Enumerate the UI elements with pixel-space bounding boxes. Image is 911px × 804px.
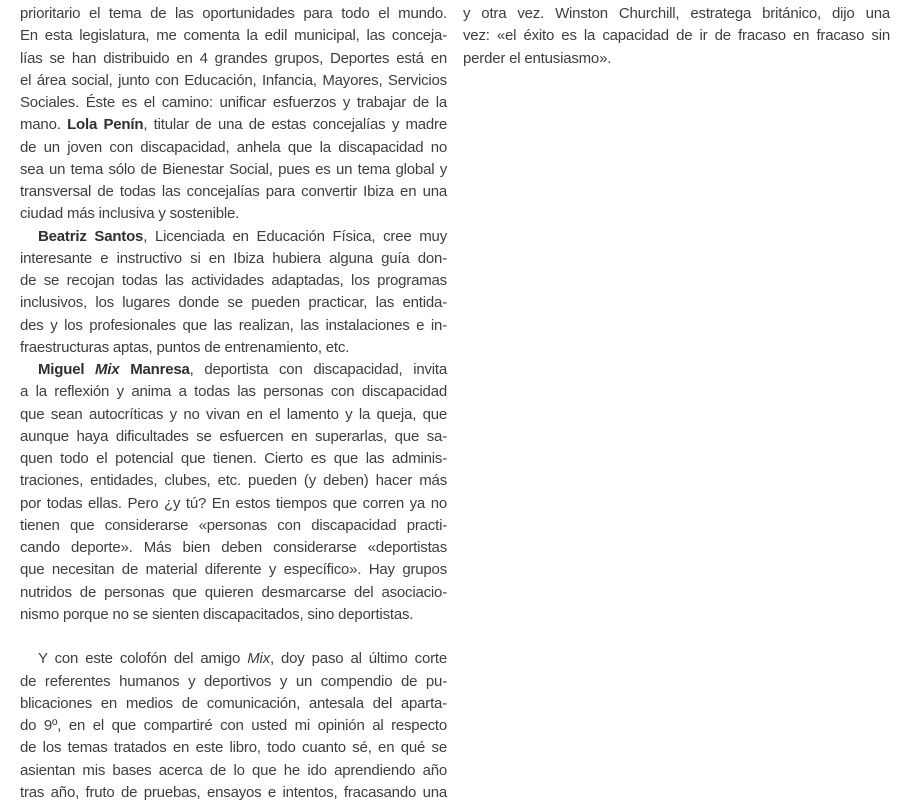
text-line [20,70,447,92]
text-segment: prioritario el tema de las oportunidades para todo el mundo. [20,5,447,22]
text-segment: Mix [95,361,120,378]
text-segment: , titular de una de estas concejalías y madre [143,116,447,134]
text-line [20,48,447,70]
text-line [20,404,447,426]
text-segment: ciudad más inclusiva y sostenible. [20,205,240,223]
text-line [20,181,447,203]
text-line [20,582,447,604]
text-segment: lías se han distribuido en 4 grandes grupos, Deportes está en [20,49,447,67]
text-line [20,604,447,626]
text-line [20,248,447,270]
text-line [20,315,447,337]
text-segment: nutridos de personas que quieren desmarcarse del asociacio- [20,583,447,601]
paragraph [20,3,447,226]
text-segment: que sean autocríticas y no vivan en el lamento y la queja, que [20,405,447,423]
text-line [20,693,447,715]
text-segment: Miguel [38,361,96,378]
text-segment: perder el entusiasmo». [463,49,612,67]
text-line [20,515,447,537]
text-line [20,537,447,559]
text-segment: , deportista con discapacidad, invita [189,361,448,378]
text-line [463,25,890,47]
text-line [20,448,447,470]
text-line [20,559,447,581]
text-segment: el área social, junto con Educación, Infancia, Mayores, Servicios [20,71,447,89]
text-line [20,737,447,759]
text-segment: sea un tema sólo de Bienestar Social, pues es un tema global y [20,160,447,178]
text-line [20,203,447,225]
text-line [20,715,447,737]
text-segment: , doy paso al último corte [270,650,447,668]
text-segment: inclusivos, los lugares donde se pueden practicar, las entida- [20,294,447,312]
text-line [20,381,447,403]
text-line [20,25,447,47]
text-segment: cando deporte». Más bien deben considerarse «deportistas [20,539,447,556]
text-segment: y otra vez. Winston Churchill, estratega británico, dijo una [463,5,890,22]
text-line [20,3,447,25]
text-segment: que necesitan de material diferente y específico». Hay grupos [20,561,447,579]
text-line [20,648,447,670]
text-segment: de se recojan todas las actividades adaptadas, los programas [20,272,447,289]
text-segment: Beatriz Santos [38,227,144,245]
text-segment: transversal de todas las concejalías para convertir Ibiza en una [20,183,447,200]
text-segment: Sociales. Éste es el camino: unificar esfuerzos y trabajar de la [20,94,447,111]
text-segment: Lola Penín [67,116,144,134]
text-line [20,782,447,804]
text-segment: de un joven con discapacidad, anhela que la discapacidad no [20,138,447,156]
text-segment: blicaciones en medios de comunicación, antesala del aparta- [20,694,447,712]
text-segment: asientan mis bases acerca de lo que he ido aprendiendo año [20,761,447,779]
left-column [20,3,447,804]
paragraph [20,359,447,626]
text-segment: de los temas tratados en este libro, todo cuanto sé, en qué se [20,739,447,757]
text-segment: de referentes humanos y deportivos y un compendio de pu- [20,672,447,690]
text-line [20,426,447,448]
text-segment: do 9º, en el que compartiré con usted mi opinión al respecto [20,717,447,734]
text-line [463,3,890,25]
text-line [463,48,890,70]
text-segment: interesante e instructivo si en Ibiza hubiera alguna guía don- [20,249,447,267]
text-line [20,270,447,292]
text-line [20,337,447,359]
text-segment: vez: «el éxito es la capacidad de ir de fracaso en fracaso sin [463,27,890,45]
text-line [20,226,447,248]
text-segment: , Licenciada en Educación Física, cree muy [143,227,447,245]
text-segment: nismo porque no se sienten discapacitados, sino deportistas. [20,605,414,623]
text-line [20,760,447,782]
paragraph [20,648,447,804]
text-segment: aunque haya dificultades se esfuercen en superarlas, que sa- [20,427,447,445]
text-segment: traciones, entidades, clubes, etc. pueden (y deben) hacer más [20,472,447,490]
text-segment: Mix [247,650,270,668]
text-line [20,493,447,515]
text-segment: quen todo el potencial que tienen. Cierto es que las adminis- [20,450,447,467]
text-segment: tienen que considerarse «personas con discapacidad practi- [20,516,447,534]
text-line [20,671,447,693]
text-segment: fraestructuras aptas, puntos de entrenamiento, etc. [20,338,350,356]
right-column [463,3,890,804]
text-line [20,359,447,381]
text-segment: por todas ellas. Pero ¿y tú? En estos tiempos que corren ya no [20,494,447,512]
text-line [20,470,447,492]
paragraph [463,3,890,70]
text-segment: En esta legislatura, me comenta la edil municipal, las conceja- [20,27,447,45]
text-line [20,159,447,181]
text-segment: tras año, fruto de pruebas, ensayos e intentos, fracasando una [20,783,447,801]
text-segment: des y los profesionales que las realizan, las instalaciones e in- [20,316,447,334]
text-segment: mano. [20,116,68,134]
text-segment: a la reflexión y anima a todas las personas con discapacidad [20,383,447,401]
text-line [20,292,447,314]
text-line [20,137,447,159]
text-segment: Y con este colofón del amigo [38,650,248,668]
text-line [20,114,447,136]
text-line [20,92,447,114]
paragraph [20,226,447,360]
text-segment: Manresa [119,361,190,378]
